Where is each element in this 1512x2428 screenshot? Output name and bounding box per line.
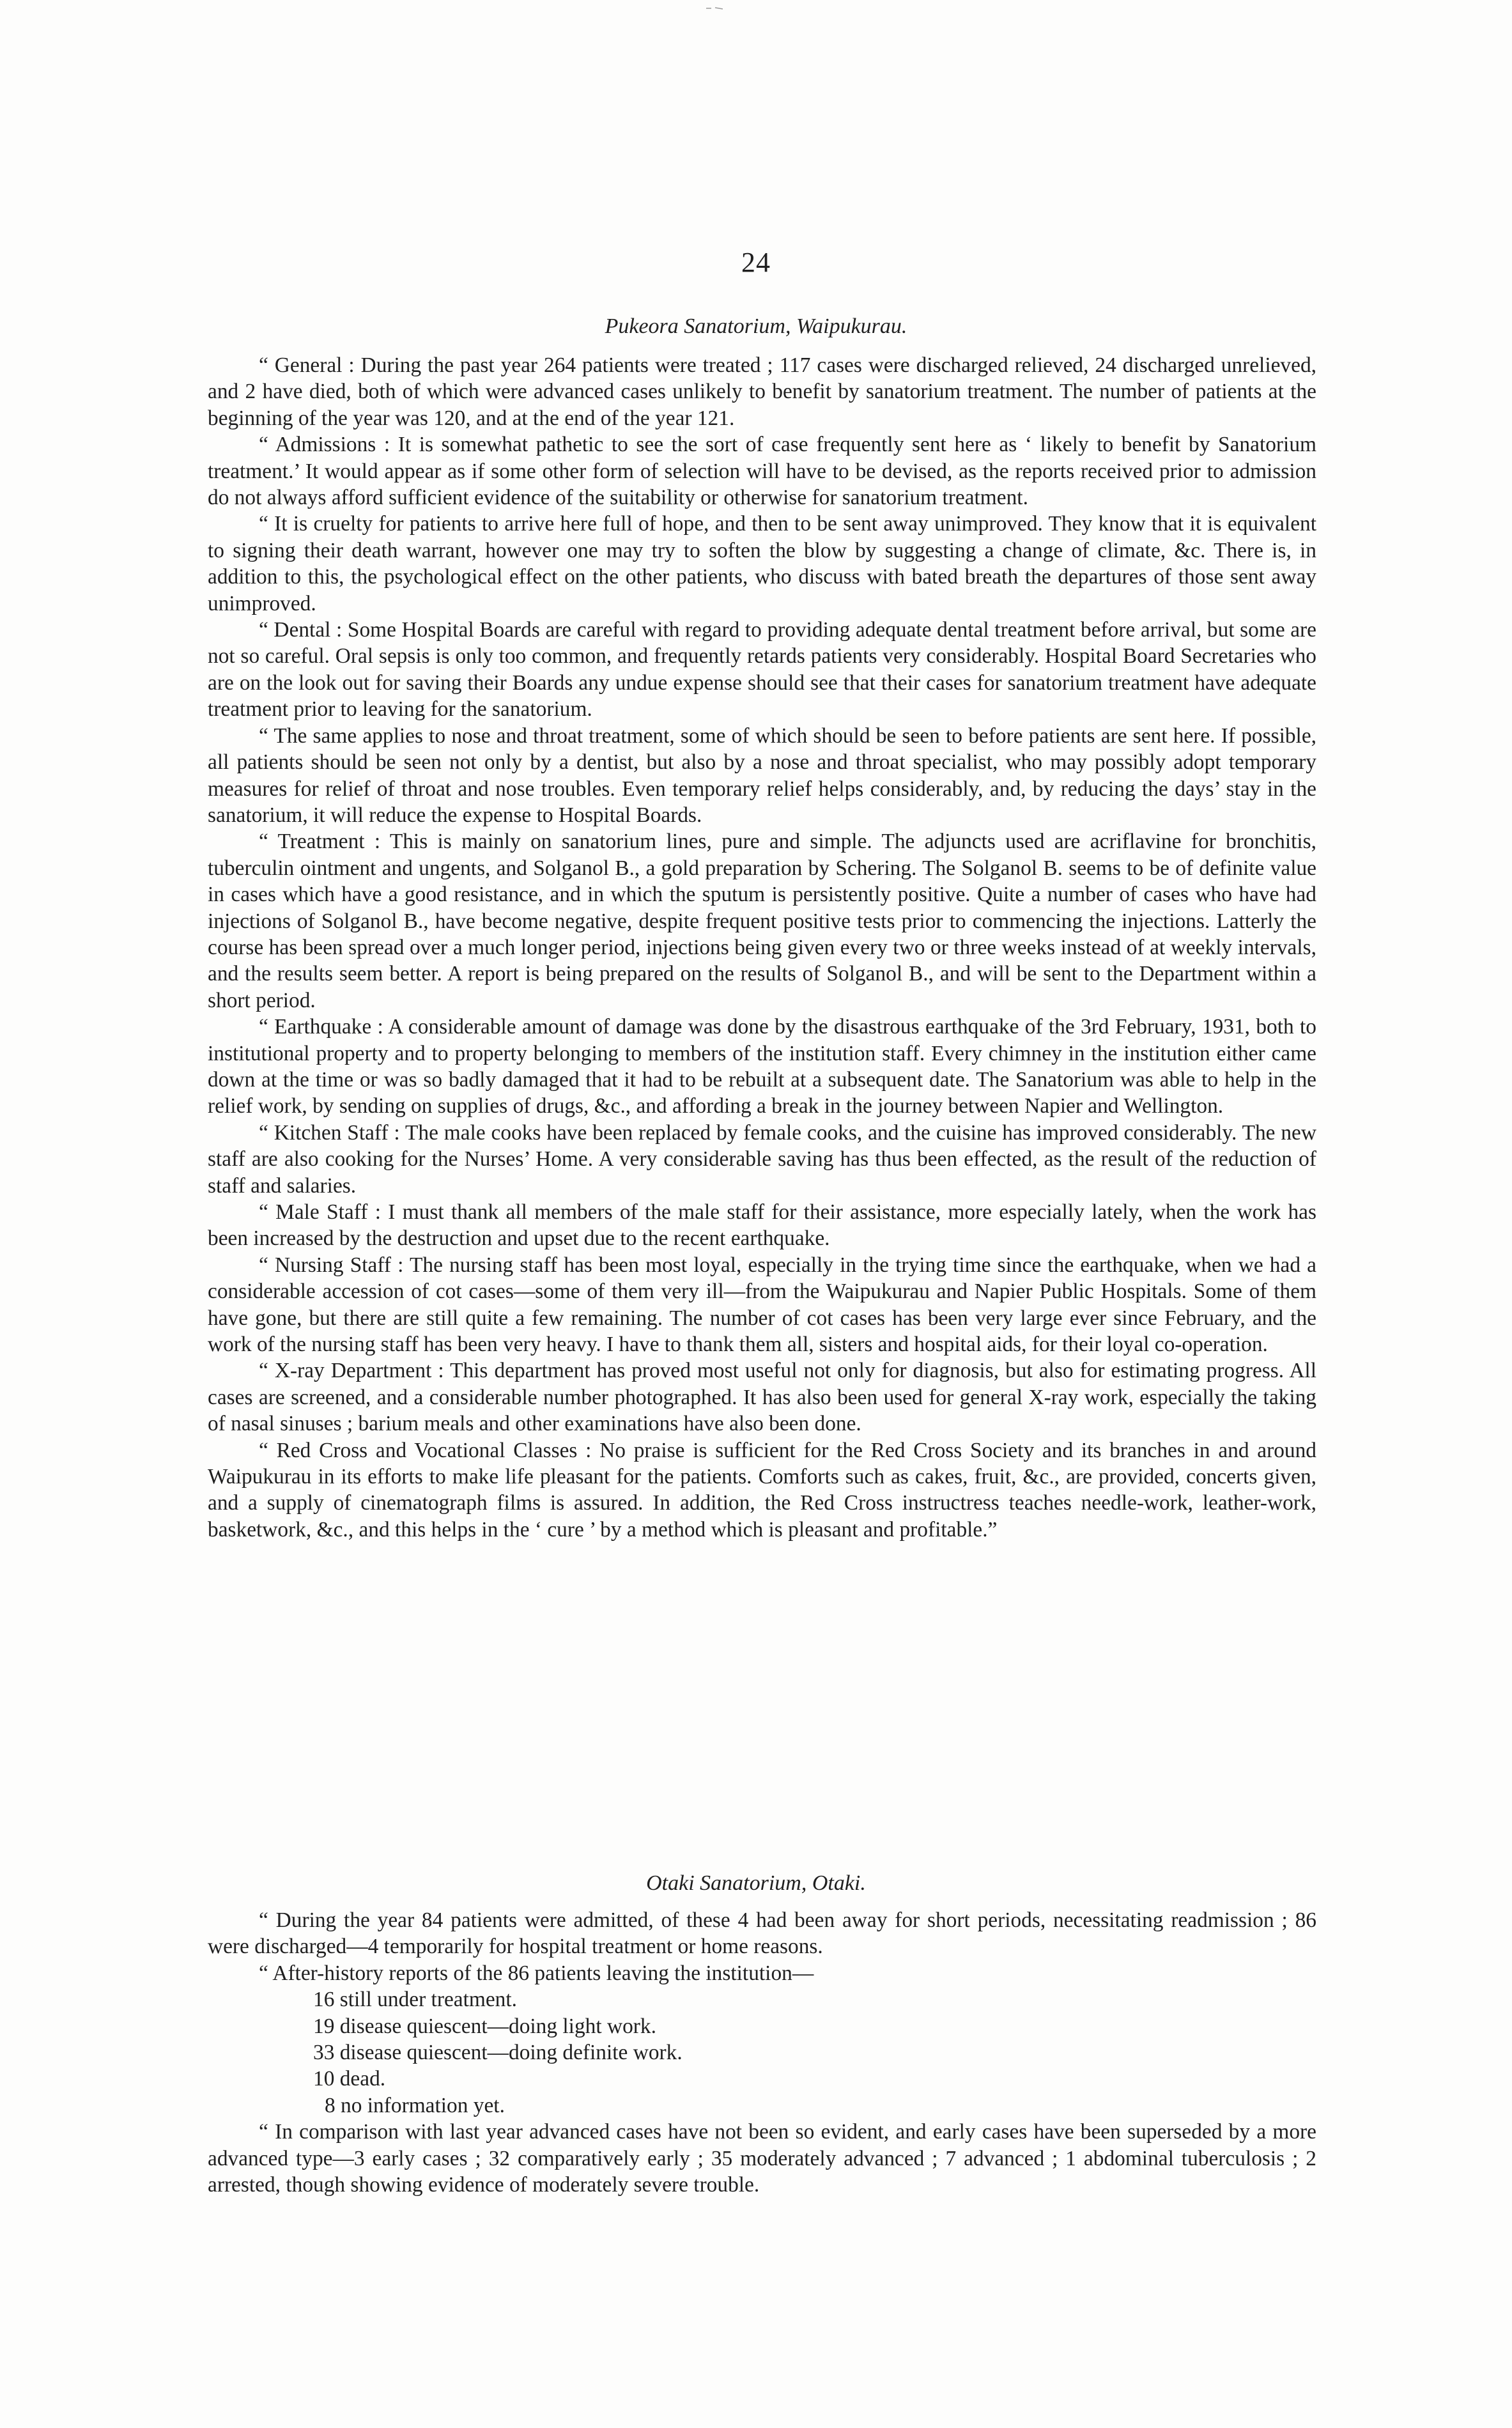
list-item: 33 disease quiescent—doing definite work. — [313, 2041, 683, 2065]
paragraph-treatment: “ Treatment : This is mainly on sanatorium lines, pure and simple. The adjuncts used are acriflavine for bronchitis, tuberculin ointment and ungents, and Solganol B., a gold preparation by Schering. The Solganol B. seems to be of definite value in cases which have a good resistance, and in which the sputum is persistently positive. Quite a number of cases who have had injections of Solganol B., have become negative, despite frequent positive tests prior to commencing the injections. Latterly the course has been spread over a much longer period, injections being given every two or three weeks instead of at weekly intervals, and the results seem better. A report is being prepared on the results of Solganol B., and will be sent to the Department within a short period. — [208, 830, 1316, 1012]
paragraph-x-ray: “ X-ray Department : This department has proved most useful not only for diagnosis, but also for estimating progress. All cases are screened, and a considerable number photographed. It has also been used for general X-ray work, especially the taking of nasal sinuses ; barium meals and other examinations have also been done. — [208, 1359, 1316, 1436]
page-number: 24 — [741, 247, 771, 278]
after-history-list — [208, 1986, 1316, 2119]
paragraph-general: “ General : During the past year 264 patients were treated ; 117 cases were discharged relieved, 24 discharged unrelieved, and 2 have died, both of which were advanced cases unlikely to benefit by sanatorium treatment. The number of patients at the beginning of the year was 120, and at the end of the year 121. — [208, 353, 1316, 430]
paragraph-male-staff: “ Male Staff : I must thank all members of the male staff for their assistance, more especially lately, when the work has been increased by the destruction and upset due to the recent earthquake. — [208, 1200, 1316, 1251]
paragraph-after-history: “ After-history reports of the 86 patients leaving the institution— — [259, 1961, 814, 1985]
section-heading-pukeora: Pukeora Sanatorium, Waipukurau. — [605, 314, 907, 338]
paragraph-comparison: “ In comparison with last year advanced cases have not been so evident, and early cases have been superseded by a more advanced type—3 early cases ; 32 comparatively early ; 35 moderately advanced ; 7 advanced ; 1 abdominal tuberculosis ; 2 arrested, though showing evidence of moderately severe trouble. — [208, 2120, 1316, 2197]
otaki-report — [208, 1907, 1316, 2198]
list-item: 10 dead. — [313, 2067, 386, 2091]
paragraph-kitchen-staff: “ Kitchen Staff : The male cooks have been replaced by female cooks, and the cuisine has improved considerably. The new staff are also cooking for the Nurses’ Home. A very considerable saving has thus been effected, as the result of the reduction of staff and salaries. — [208, 1120, 1316, 1198]
list-item: 19 disease quiescent—doing light work. — [313, 2014, 656, 2038]
paragraph-dental: “ Dental : Some Hospital Boards are careful with regard to providing adequate dental treatment before arrival, but some are not so careful. Oral sepsis is only too common, and frequently retards patients very considerably. Hospital Board Secretaries who are on the look out for saving their Boards any undue expense should see that their cases for sanatorium treatment have adequate treatment prior to leaving for the sanatorium. — [208, 618, 1316, 722]
pukeora-report — [208, 352, 1316, 1543]
paragraph-earthquake: “ Earthquake : A considerable amount of damage was done by the disastrous earthquake of the 3rd February, 1931, both to institutional property and to property belonging to members of the institution staff. Every chimney in the institution either came down at the time or was so badly damaged that it had to be rebuilt at a subsequent date. The Sanatorium was able to help in the relief work, by sending on supplies of drugs, &c., and affording a break in the journey between Napier and Wellington. — [208, 1015, 1316, 1118]
paragraph-red-cross: “ Red Cross and Vocational Classes : No praise is sufficient for the Red Cross Society and its branches in and around Waipukurau in its efforts to make life pleasant for the patients. Comforts such as cakes, fruit, &c., are provided, concerts given, and a supply of cinematograph films is assured. In addition, the Red Cross instructress teaches needle-work, leather-work, basketwork, &c., and this helps in the ‘ cure ’ by a method which is pleasant and profitable.” — [208, 1438, 1316, 1542]
list-item: 16 still under treatment. — [313, 1988, 517, 2012]
section-heading-otaki: Otaki Sanatorium, Otaki. — [646, 1871, 866, 1895]
paragraph-admissions: “ Admissions : It is somewhat pathetic to see the sort of case frequently sent here as ‘ likely to benefit by Sanatorium treatment.’ It would appear as if some other form of selection will have to be devised, as the reports received prior to admission do not always afford sufficient evidence of the suitability or otherwise for sanatorium treatment. — [208, 433, 1316, 510]
list-item: 8 no information yet. — [325, 2093, 505, 2117]
paragraph-nursing-staff: “ Nursing Staff : The nursing staff has been most loyal, especially in the trying time since the earthquake, when we had a considerable accession of cot cases—some of them very ill—from the Waipukurau and Napier Public Hospitals. Some of them have gone, but there are still quite a few remaining. The number of cot cases has been very large ever since February, and the work of the nursing staff has been very heavy. I have to thank them all, sisters and hospital aids, for their loyal co-operation. — [208, 1253, 1316, 1357]
paragraph-nose-throat: “ The same applies to nose and throat treatment, some of which should be seen to before patients are sent here. If possible, all patients should be seen not only by a dentist, but also by a nose and throat specialist, who may possibly adopt temporary measures for relief of throat and nose troubles. Even temporary relief helps considerably, and, by reducing the days’ stay in the sanatorium, it will reduce the expense to Hospital Boards. — [208, 723, 1316, 827]
paragraph-cruelty: “ It is cruelty for patients to arrive here full of hope, and then to be sent away unimproved. They know that it is equivalent to signing their death warrant, however one may try to soften the blow by suggesting a change of climate, &c. There is, in addition to this, the psychological effect on the other patients, who discuss with bated breath the departures of those sent away unimproved. — [208, 512, 1316, 615]
scan-mark-icon — [706, 6, 723, 10]
paragraph-admissions-otaki: “ During the year 84 patients were admitted, of these 4 had been away for short periods, necessitating readmission ; 86 were discharged—4 temporarily for hospital treatment or home reasons. — [208, 1908, 1316, 1959]
